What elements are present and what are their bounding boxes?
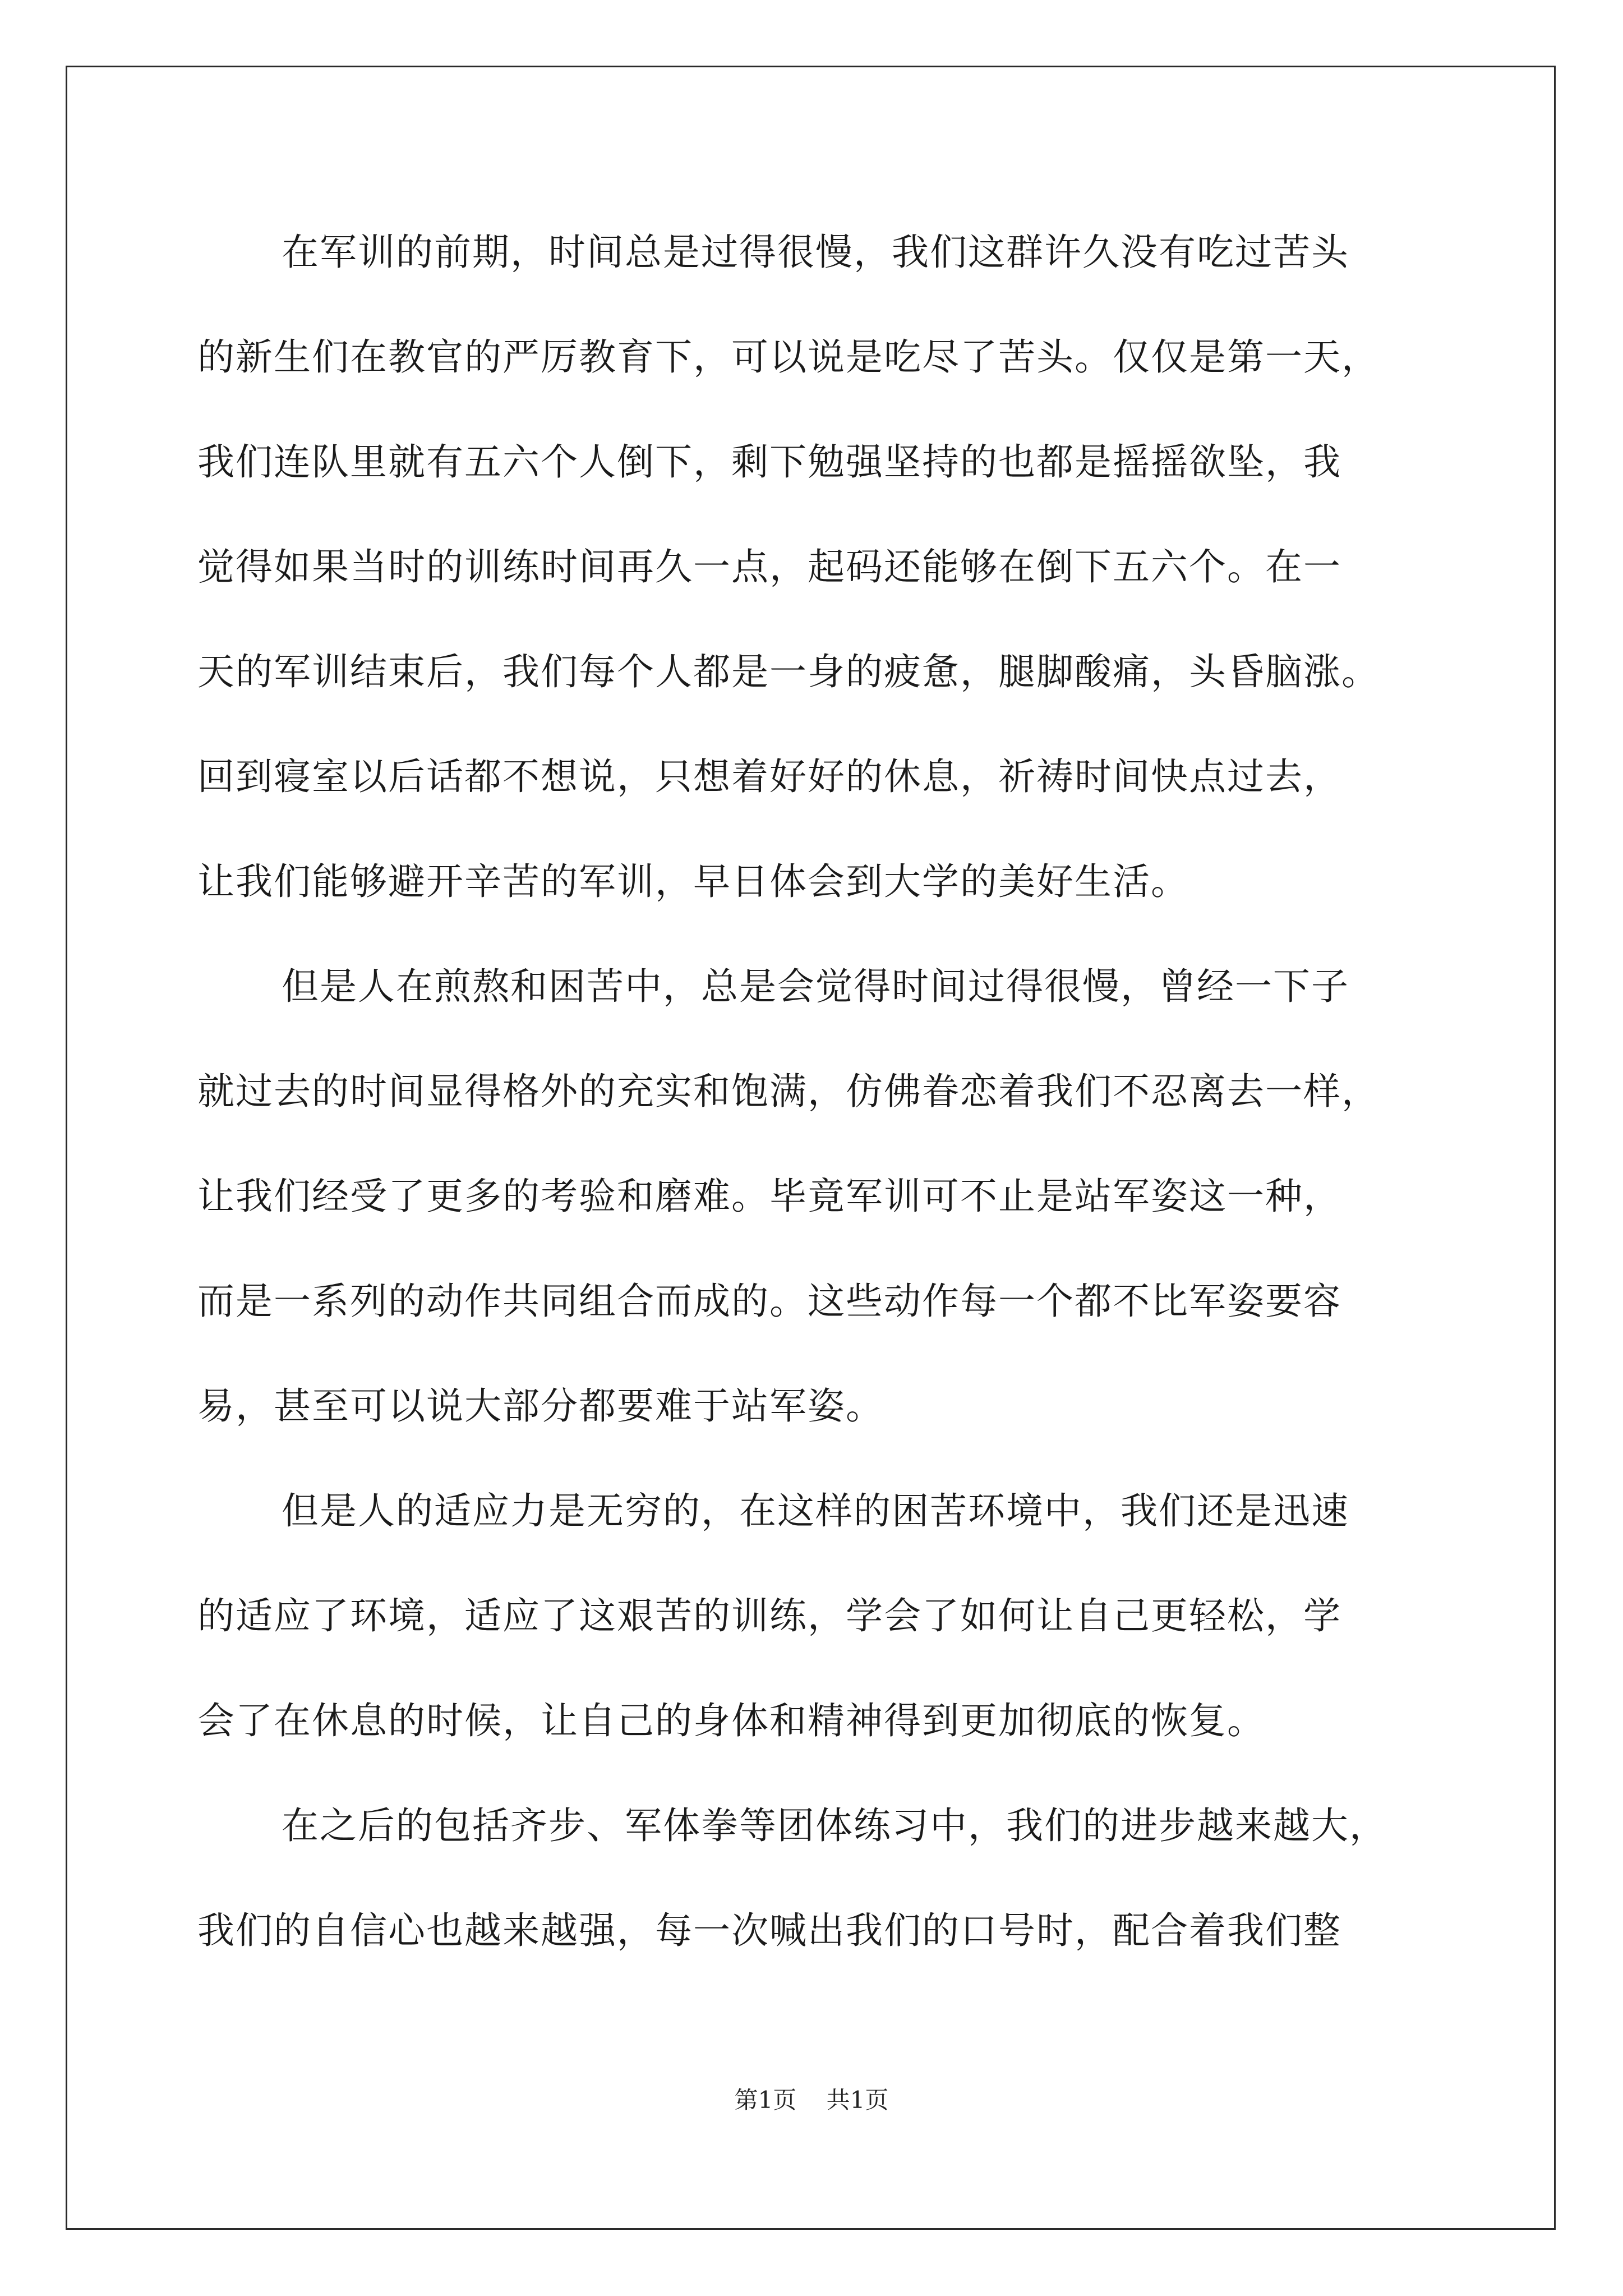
page-total-label: 共1页 <box>826 2086 889 2114</box>
text-line: 在之后的包括齐步、军体拳等团体练习中，我们的进步越来越大， <box>282 1804 1387 1847</box>
text-line: 让我们能够避开辛苦的军训，早日体会到大学的美好生活。 <box>197 860 1189 903</box>
text-line: 易，甚至可以说大部分都要难于站军姿。 <box>197 1384 884 1428</box>
text-line: 会了在休息的时候，让自己的身体和精神得到更加彻底的恢复。 <box>197 1699 1265 1742</box>
text-line: 的新生们在教官的严厉教育下，可以说是吃尽了苦头。仅仅是第一天， <box>197 335 1380 379</box>
text-line: 回到寝室以后话都不想说，只想着好好的休息，祈祷时间快点过去， <box>197 755 1341 798</box>
text-line: 但是人在煎熬和困苦中，总是会觉得时间过得很慢，曾经一下子 <box>282 965 1349 1008</box>
text-line: 觉得如果当时的训练时间再久一点，起码还能够在倒下五六个。在一 <box>197 545 1341 588</box>
text-line: 天的军训结束后，我们每个人都是一身的疲惫，腿脚酸痛，头昏脑涨。 <box>197 650 1380 693</box>
text-line: 我们连队里就有五六个人倒下，剩下勉强坚持的也都是摇摇欲坠，我 <box>197 440 1341 484</box>
text-line: 就过去的时间显得格外的充实和饱满，仿佛眷恋着我们不忍离去一样， <box>197 1070 1380 1113</box>
text-line: 的适应了环境，适应了这艰苦的训练，学会了如何让自己更轻松，学 <box>197 1594 1341 1637</box>
page-current-label: 第1页 <box>734 2086 797 2114</box>
page-footer <box>0 2083 1623 2117</box>
text-line: 在军训的前期，时间总是过得很慢，我们这群许久没有吃过苦头 <box>282 231 1349 274</box>
text-line: 我们的自信心也越来越强，每一次喊出我们的口号时，配合着我们整 <box>197 1909 1341 1952</box>
text-line: 让我们经受了更多的考验和磨难。毕竟军训可不止是站军姿这一种， <box>197 1175 1341 1218</box>
text-line: 但是人的适应力是无穷的，在这样的困苦环境中，我们还是迅速 <box>282 1489 1349 1533</box>
text-line: 而是一系列的动作共同组合而成的。这些动作每一个都不比军姿要容 <box>197 1280 1341 1323</box>
document-body <box>197 216 1431 1999</box>
